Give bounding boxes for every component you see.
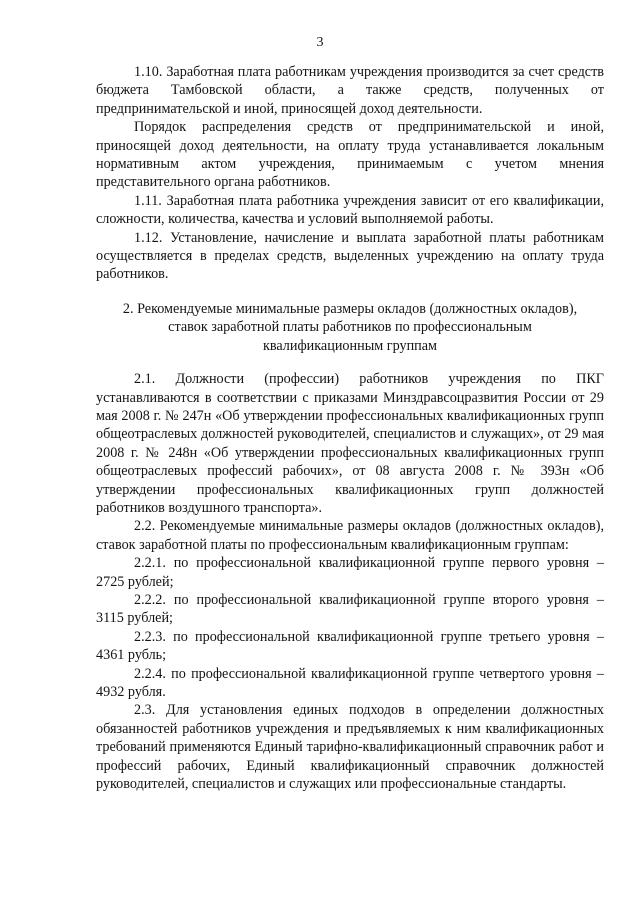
paragraph-2-2-3: 2.2.3. по профессиональной квалификационной группе третьего уровня – 4361 рубль; xyxy=(96,628,604,664)
paragraph-2-2-4: 2.2.4. по профессиональной квалификационной группе четвертого уровня – 4932 рубля. xyxy=(96,665,604,700)
section-2-heading xyxy=(96,300,604,355)
paragraph-1-12: 1.12. Установление, начисление и выплата заработной платы работникам осуществляется в пределах средств, выделенных учреждению на оплату труда работников. xyxy=(96,229,604,283)
paragraph-1-11: 1.11. Заработная плата работника учреждения зависит от его квалификации, сложности, количества, качества и условий выполняемой работы. xyxy=(96,192,604,228)
section-2-heading-line: 2. Рекомендуемые минимальные размеры окладов (должностных окладов), xyxy=(122,300,578,317)
paragraph-2-2: 2.2. Рекомендуемые минимальные размеры окладов (должностных окладов), ставок заработной платы по профессиональным квалификационным группам: xyxy=(96,518,604,553)
section-2-heading-line: квалификационным группам xyxy=(262,337,438,354)
page-number: 3 xyxy=(316,35,324,50)
document-body xyxy=(96,63,604,793)
paragraph-2-2-2: 2.2.2. по профессиональной квалификационной группе второго уровня – 3115 рублей; xyxy=(96,591,604,627)
paragraph-2-1: 2.1. Должности (профессии) работников учреждения по ПКГ устанавливаются в соответствии с приказами Минздравсоцразвития России от 29 мая 2008 г. № 247н «Об утверждении профессиональных квалификационных групп общеотраслевых должностей руководителей, специалистов и служащих», от 29 мая 2008 г. № 248н «Об утверждении профессиональных квалификационных групп общеотраслевых профессий рабочих», от 08 августа 2008 г. № 393н «Об утверждении профессиональных квалификационных групп должностей работников воздушного транспорта». xyxy=(96,371,604,516)
paragraph-funds-distribution: Порядок распределения средств от предпринимательской и иной, приносящей доход деятельности, на оплату труда устанавливается локальным нормативным актом учреждения, принимаемым с учетом мнения представительного органа работников. xyxy=(96,119,604,191)
paragraph-2-2-1: 2.2.1. по профессиональной квалификационной группе первого уровня – 2725 рублей; xyxy=(96,555,604,590)
paragraph-1-10: 1.10. Заработная плата работникам учреждения производится за счет средств бюджета Тамбовской области, а также средств, полученных от предпринимательской и иной, приносящей доход деятельности. xyxy=(96,64,604,117)
paragraph-2-3: 2.3. Для установления единых подходов в определении должностных обязанностей работников учреждения и предъявляемых к ним квалификационных требований применяются Единый тарифно-квалификационный справочник работ и профессий рабочих, Единый квалификационный справочник должностей руководителей, специалистов и служащих или профессиональные стандарты. xyxy=(96,702,604,793)
section-2-heading-line: ставок заработной платы работников по профессиональным xyxy=(168,319,532,336)
